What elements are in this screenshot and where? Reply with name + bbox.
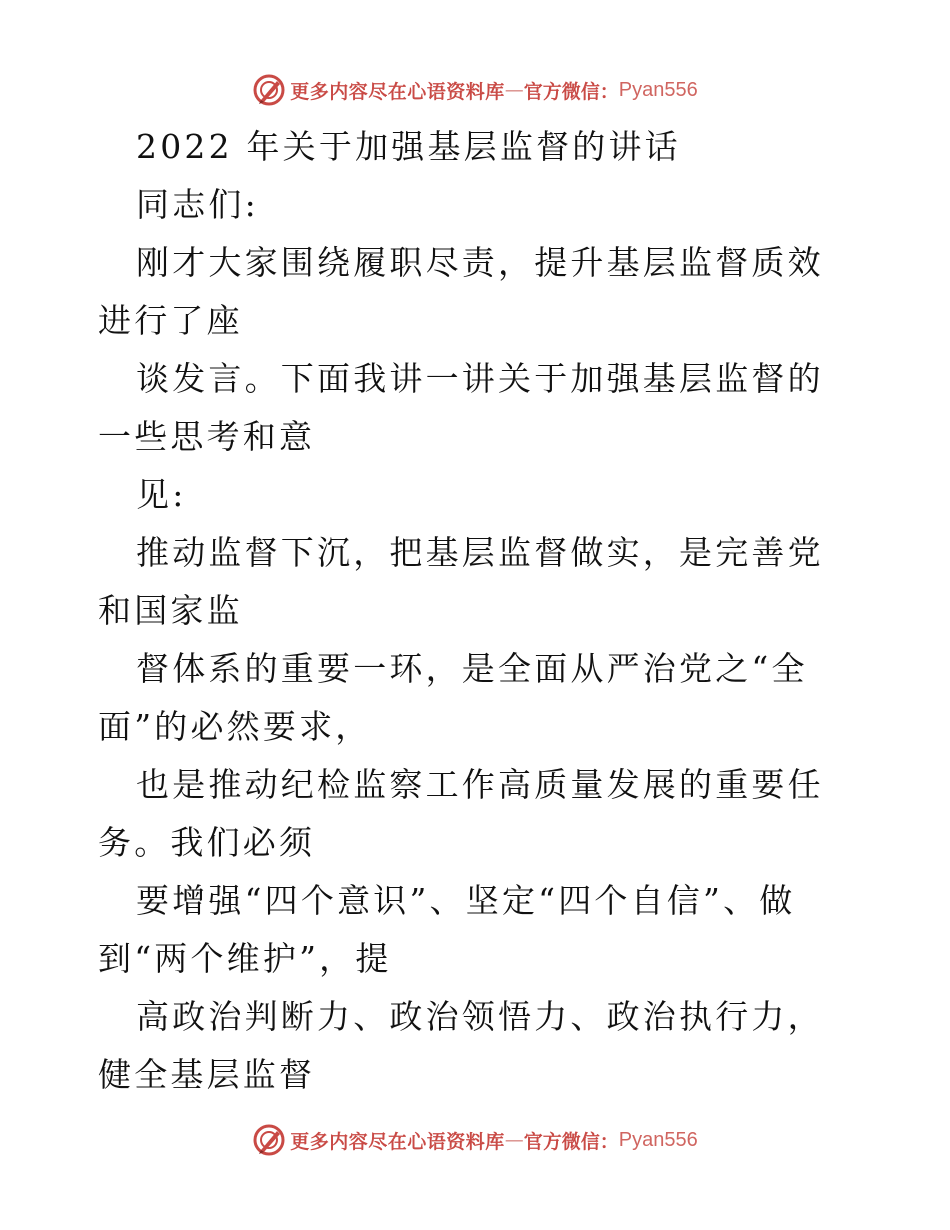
header-watermark xyxy=(0,68,950,112)
body-line: 谈发言。下面我讲一讲关于加强基层监督的一些思考和意 xyxy=(98,359,824,456)
body-line: 高政治判断力、政治领悟力、政治执行力，健全基层监督 xyxy=(98,997,824,1094)
greeting: 同志们: xyxy=(136,185,259,224)
body-line: 见: xyxy=(136,475,187,514)
pen-logo-icon xyxy=(252,73,286,107)
document-title: 2022 年关于加强基层监督的讲话 xyxy=(136,127,681,166)
body-line: 也是推动纪检监察工作高质量发展的重要任务。我们必须 xyxy=(98,765,824,862)
pen-logo-icon xyxy=(252,1123,286,1157)
header-dash: — xyxy=(504,79,524,101)
document-body xyxy=(98,118,858,1104)
body-line: 推动监督下沉，把基层监督做实，是完善党和国家监 xyxy=(98,533,824,630)
footer-brand-text: 更多内容尽在心语资料库 xyxy=(290,1130,505,1153)
body-line: 督体系的重要一环，是全面从严治党之“全面”的必然要求， xyxy=(98,649,808,746)
footer-wechat-id: Pyan556 xyxy=(618,1128,698,1151)
footer-dash: — xyxy=(504,1129,524,1151)
header-brand-text: 更多内容尽在心语资料库 xyxy=(290,80,505,103)
footer-wechat-label: 官方微信： xyxy=(523,1130,619,1153)
header-wechat-id: Pyan556 xyxy=(618,78,698,101)
body-line: 刚才大家围绕履职尽责，提升基层监督质效进行了座 xyxy=(98,243,824,340)
header-wechat-label: 官方微信： xyxy=(523,80,619,103)
body-line: 要增强“四个意识”、坚定“四个自信”、做到“两个维护”，提 xyxy=(98,881,796,978)
footer-watermark xyxy=(0,1118,950,1162)
